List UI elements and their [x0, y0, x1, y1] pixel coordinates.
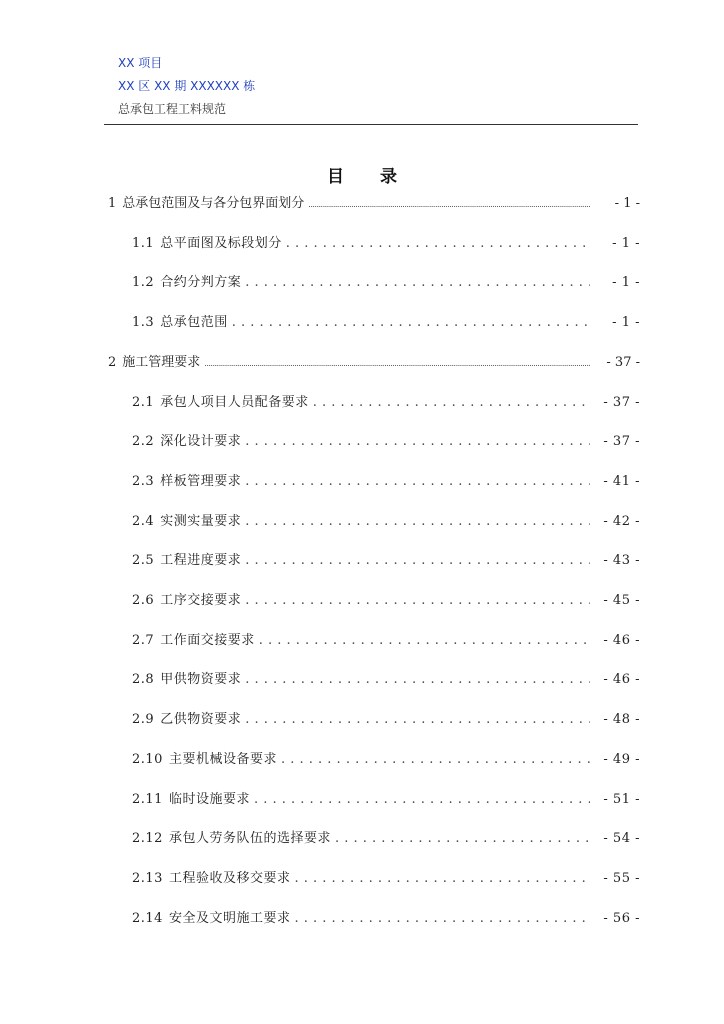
toc-entry-page-number: - 1 - [612, 315, 640, 331]
toc-entry-page-number: - 43 - [603, 553, 640, 569]
toc-dot-leader [281, 750, 590, 770]
toc-entry-page-number: - 49 - [603, 751, 640, 767]
toc-entry-page-number: - 1 - [612, 275, 640, 291]
toc-entry-title: 总承包范围及与各分包界面划分 [122, 196, 305, 211]
toc-entry-page-number: - 48 - [603, 712, 640, 728]
toc-entry-number: 1.3 [132, 315, 155, 331]
toc-entry-page-number: - 45 - [603, 593, 640, 608]
toc-entry[interactable] [132, 512, 640, 532]
toc-entry-number: 2.9 [132, 712, 155, 728]
toc-entry-number: 2.8 [132, 672, 155, 688]
toc-entry-title: 总平面图及标段划分 [160, 235, 282, 251]
toc-entry[interactable] [108, 353, 640, 373]
toc-entry-title: 乙供物资要求 [160, 712, 242, 728]
toc-dot-leader [245, 472, 590, 492]
toc-entry-title: 实测实量要求 [160, 513, 242, 529]
toc-dot-leader [294, 869, 590, 889]
toc-entry-page-number: - 37 - [603, 394, 640, 410]
toc-entry[interactable] [132, 869, 640, 889]
toc-entry[interactable] [132, 551, 640, 571]
toc-entry-title: 临时设施要求 [168, 791, 250, 807]
toc-entry-title: 工序交接要求 [160, 593, 242, 608]
toc-entry-number: 2.12 [132, 831, 163, 847]
toc-entry[interactable] [132, 234, 640, 254]
toc-entry-title: 主要机械设备要求 [168, 751, 277, 767]
toc-entry-page-number: - 51 - [603, 791, 640, 807]
toc-dot-leader [308, 195, 590, 214]
toc-entry-title: 总承包范围 [160, 315, 228, 331]
toc-entry-number: 2.6 [132, 593, 155, 608]
toc-entry-number: 2.13 [132, 870, 163, 886]
toc-dot-leader [245, 591, 590, 611]
toc-entry-number: 1.1 [132, 235, 155, 251]
toc-entry[interactable] [132, 273, 640, 293]
toc-entry-number: 2.11 [132, 791, 163, 807]
toc-entry[interactable] [132, 710, 640, 730]
toc-entry-page-number: - 1 - [612, 235, 640, 251]
toc-entry-page-number: - 1 - [614, 196, 640, 211]
toc-entry[interactable] [132, 313, 640, 333]
toc-dot-leader [232, 313, 590, 333]
toc-title: 目录 [327, 167, 433, 187]
toc-entry-title: 甲供物资要求 [160, 672, 242, 688]
toc-entry-title: 合约分判方案 [160, 275, 242, 291]
toc-dot-leader [294, 909, 590, 929]
toc-dot-leader [259, 631, 590, 651]
toc-entry-title: 工作面交接要求 [160, 632, 255, 648]
toc-entry-number: 2 [108, 354, 117, 370]
toc-entry-title: 承包人项目人员配备要求 [160, 394, 309, 410]
toc-entry-number: 2.7 [132, 632, 155, 648]
toc-entry[interactable] [132, 591, 640, 611]
toc-dot-leader [245, 512, 590, 532]
toc-entry-page-number: - 54 - [603, 831, 640, 847]
toc-entry[interactable] [132, 432, 640, 452]
toc-entry[interactable] [132, 829, 640, 849]
toc-entry-page-number: - 46 - [603, 632, 640, 648]
toc-entry-page-number: - 55 - [603, 870, 640, 886]
toc-dot-leader [245, 551, 590, 571]
toc-entry-number: 1.2 [132, 275, 155, 291]
toc-entry[interactable] [132, 750, 640, 770]
toc-entry[interactable] [132, 472, 640, 492]
toc-entry-page-number: - 41 - [603, 473, 640, 489]
toc-entry[interactable] [108, 194, 640, 214]
toc-entry-page-number: - 42 - [603, 513, 640, 529]
toc-entry-number: 2.1 [132, 394, 155, 410]
toc-entry-title: 安全及文明施工要求 [168, 910, 291, 926]
toc-entry-number: 2.2 [132, 434, 155, 450]
toc-dot-leader [245, 710, 590, 730]
toc-entry-title: 工程验收及移交要求 [168, 870, 291, 886]
toc-entry-title: 工程进度要求 [160, 553, 242, 569]
toc-entry-number: 1 [108, 196, 117, 211]
toc-entry[interactable] [132, 393, 640, 413]
toc-entry-page-number: - 37 - [606, 354, 640, 370]
toc-entry-page-number: - 37 - [603, 434, 640, 450]
toc-entry-page-number: - 46 - [603, 672, 640, 688]
toc-dot-leader [254, 790, 590, 810]
toc-dot-leader [245, 432, 590, 452]
toc-entry[interactable] [132, 909, 640, 929]
toc-entry-number: 2.10 [132, 751, 163, 767]
toc-entry-title: 施工管理要求 [122, 354, 201, 370]
toc-dot-leader [245, 273, 590, 293]
toc-dot-leader [335, 829, 590, 849]
toc-dot-leader [245, 670, 590, 690]
toc-dot-leader [286, 234, 590, 254]
header-project-name: XX 项目 [118, 56, 163, 70]
toc-entry-page-number: - 56 - [603, 910, 640, 926]
toc-entry-number: 2.3 [132, 473, 155, 489]
toc-entry[interactable] [132, 670, 640, 690]
header-building-name: XX 区 XX 期 XXXXXX 栋 [118, 79, 256, 93]
toc-entry-number: 2.5 [132, 553, 155, 569]
toc-entry-title: 承包人劳务队伍的选择要求 [168, 831, 331, 847]
toc-dot-leader [313, 393, 590, 413]
toc-entry-title: 深化设计要求 [160, 434, 242, 450]
header-document-name: 总承包工程工料规范 [118, 102, 227, 116]
toc-entry[interactable] [132, 631, 640, 651]
toc-entry-number: 2.4 [132, 513, 155, 529]
toc-entry[interactable] [132, 790, 640, 810]
toc-entry-title: 样板管理要求 [160, 473, 242, 489]
toc-entry-number: 2.14 [132, 910, 163, 926]
toc-dot-leader [204, 354, 590, 373]
